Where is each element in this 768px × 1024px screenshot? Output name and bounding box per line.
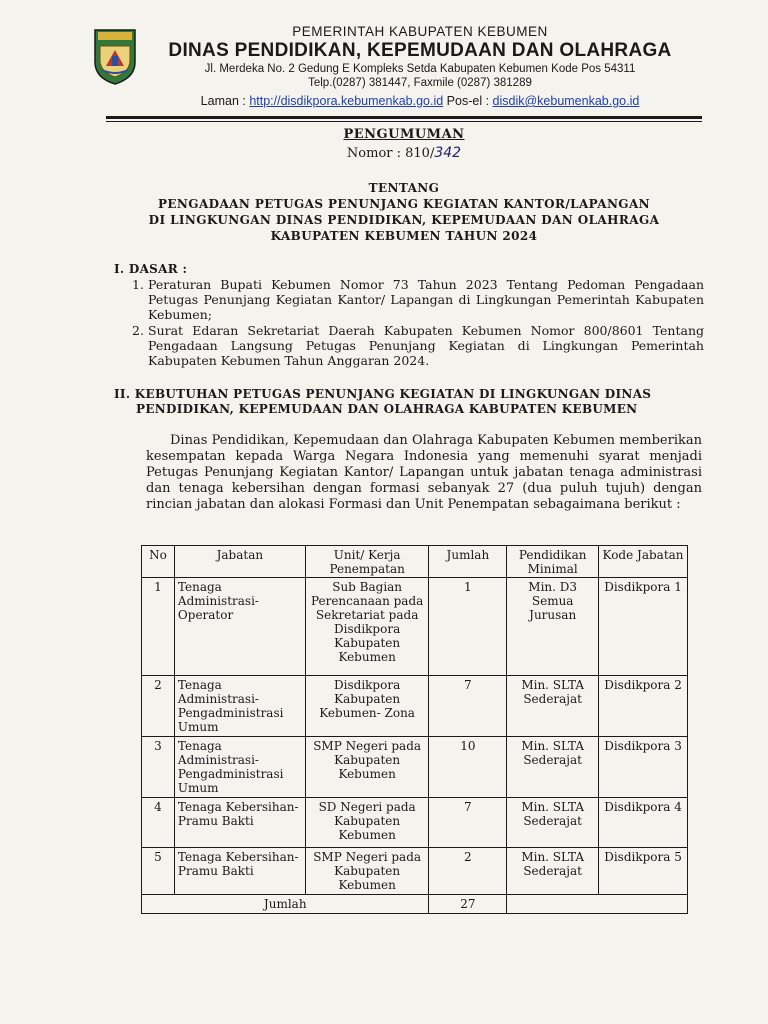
tentang-label: TENTANG	[368, 181, 440, 195]
table-row	[142, 676, 688, 737]
formasi-table	[141, 545, 688, 914]
cell-pendidikan: Min. SLTA Sederajat	[507, 848, 599, 895]
letterhead-rule-thick	[106, 116, 702, 119]
cell-pendidikan: Min. SLTA Sederajat	[507, 676, 599, 737]
list-text: Surat Edaran Sekretariat Daerah Kabupaten Kebumen Nomor 800/8601 Tentang Pengadaan Langsung Petugas Penunjang Kegiatan di Lingkungan Pemerintah Kabupaten Kebumen Tahun Anggaran 2024.	[148, 323, 704, 368]
web-label: Laman :	[200, 94, 250, 108]
subject-line: DI LINGKUNGAN DINAS PENDIDIKAN, KEPEMUDAAN DAN OLAHRAGA	[148, 213, 660, 227]
email-link[interactable]: disdik@kebumenkab.go.id	[492, 94, 640, 108]
cell-jabatan: Tenaga Kebersihan-Pramu Bakti	[174, 798, 305, 848]
list-text: Peraturan Bupati Kebumen Nomor 73 Tahun 2023 Tentang Pedoman Pengadaan Petugas Penunjang Kegiatan Kantor/ Lapangan di Lingkungan Pemerintah Kabupaten Kebumen;	[148, 277, 704, 322]
letterhead-rule-thin	[106, 121, 702, 122]
cell-no: 3	[142, 737, 175, 798]
list-item	[132, 323, 704, 368]
letterhead-agency: DINAS PENDIDIKAN, KEPEMUDAAN DAN OLAHRAGA	[168, 40, 672, 61]
kebumen-crest-logo	[92, 26, 138, 86]
table-row	[142, 578, 688, 676]
list-item	[132, 277, 704, 322]
website-link[interactable]: http://disdikpora.kebumenkab.go.id	[249, 94, 444, 108]
table-row	[142, 737, 688, 798]
cell-kode: Disdikpora 3	[599, 737, 688, 798]
letterhead-government: PEMERINTAH KABUPATEN KEBUMEN	[292, 24, 548, 39]
dasar-list	[132, 277, 704, 369]
cell-no: 1	[142, 578, 175, 676]
cell-no: 2	[142, 676, 175, 737]
cell-pendidikan: Min. SLTA Sederajat	[507, 798, 599, 848]
total-label: Jumlah	[142, 895, 429, 914]
subject-line: PENGADAAN PETUGAS PENUNJANG KEGIATAN KANTOR/LAPANGAN	[157, 197, 651, 211]
table-row	[142, 848, 688, 895]
letterhead-contacts	[140, 92, 700, 110]
letterhead	[140, 24, 700, 110]
list-number: 1.	[132, 277, 144, 292]
section-title-line: PENDIDIKAN, KEPEMUDAAN DAN OLAHRAGA KABUPATEN KEBUMEN	[136, 402, 638, 416]
cell-jabatan: Tenaga Administrasi-Pengadministrasi Umum	[174, 676, 305, 737]
cell-kode: Disdikpora 1	[599, 578, 688, 676]
total-value: 27	[429, 895, 507, 914]
cell-unit: Sub Bagian Perencanaan pada Sekretariat pada Disdikpora Kabupaten Kebumen	[305, 578, 429, 676]
header-jabatan: Jabatan	[174, 546, 305, 578]
announcement-title: PENGUMUMAN	[343, 127, 465, 142]
cell-jabatan: Tenaga Kebersihan-Pramu Bakti	[174, 848, 305, 895]
cell-jumlah: 1	[429, 578, 507, 676]
list-number: 2.	[132, 323, 144, 338]
cell-unit: SD Negeri pada Kabupaten Kebumen	[305, 798, 429, 848]
cell-jabatan: Tenaga Administrasi-Operator	[174, 578, 305, 676]
cell-kode: Disdikpora 2	[599, 676, 688, 737]
header-unit: Unit/ Kerja Penempatan	[305, 546, 429, 578]
cell-kode: Disdikpora 5	[599, 848, 688, 895]
subject-line: KABUPATEN KEBUMEN TAHUN 2024	[270, 229, 538, 243]
cell-jumlah: 7	[429, 676, 507, 737]
subject-block	[106, 180, 702, 244]
announcement-number	[106, 145, 702, 161]
header-pendidikan: Pendidikan Minimal	[507, 546, 599, 578]
cell-unit: Disdikpora Kabupaten Kebumen- Zona	[305, 676, 429, 737]
cell-jumlah: 7	[429, 798, 507, 848]
kebutuhan-paragraph: Dinas Pendidikan, Kepemudaan dan Olahraga Kabupaten Kebumen memberikan kesempatan kepada Warga Negara Indonesia yang memenuhi syarat menjadi Petugas Penunjang Kegiatan Kantor/ Lapangan untuk jabatan tenaga administrasi dan tenaga kebersihan dengan formasi sebanyak 27 (dua puluh tujuh) dengan rincian jabatan dan alokasi Formasi dan Unit Penempatan sebagaimana berikut :	[146, 433, 702, 512]
header-no: No	[142, 546, 175, 578]
cell-no: 5	[142, 848, 175, 895]
cell-unit: SMP Negeri pada Kabupaten Kebumen	[305, 737, 429, 798]
cell-kode: Disdikpora 4	[599, 798, 688, 848]
cell-jumlah: 2	[429, 848, 507, 895]
email-label: Pos-el :	[443, 94, 493, 108]
letterhead-phone: Telp.(0287) 381447, Faxmile (0287) 381289	[308, 77, 532, 89]
cell-jabatan: Tenaga Administrasi-Pengadministrasi Umum	[174, 737, 305, 798]
cell-pendidikan: Min. SLTA Sederajat	[507, 737, 599, 798]
cell-jumlah: 10	[429, 737, 507, 798]
section-title-line: II. KEBUTUHAN PETUGAS PENUNJANG KEGIATAN DI LINGKUNGAN DINAS	[114, 387, 652, 401]
cell-unit: SMP Negeri pada Kabupaten Kebumen	[305, 848, 429, 895]
table-total-row	[142, 895, 688, 914]
table-header-row	[142, 546, 688, 578]
header-kode: Kode Jabatan	[599, 546, 688, 578]
handwritten-number: 342	[434, 145, 462, 161]
letterhead-address: Jl. Merdeka No. 2 Gedung E Kompleks Setda Kabupaten Kebumen Kode Pos 54311	[204, 63, 636, 75]
header-jumlah: Jumlah	[429, 546, 507, 578]
table-row	[142, 798, 688, 848]
number-label: Nomor : 810/	[346, 146, 435, 161]
section-dasar-title: I. DASAR :	[114, 262, 188, 276]
total-empty-cell	[507, 895, 688, 914]
section-kebutuhan-title	[114, 387, 704, 417]
cell-pendidikan: Min. D3 Semua Jurusan	[507, 578, 599, 676]
cell-no: 4	[142, 798, 175, 848]
